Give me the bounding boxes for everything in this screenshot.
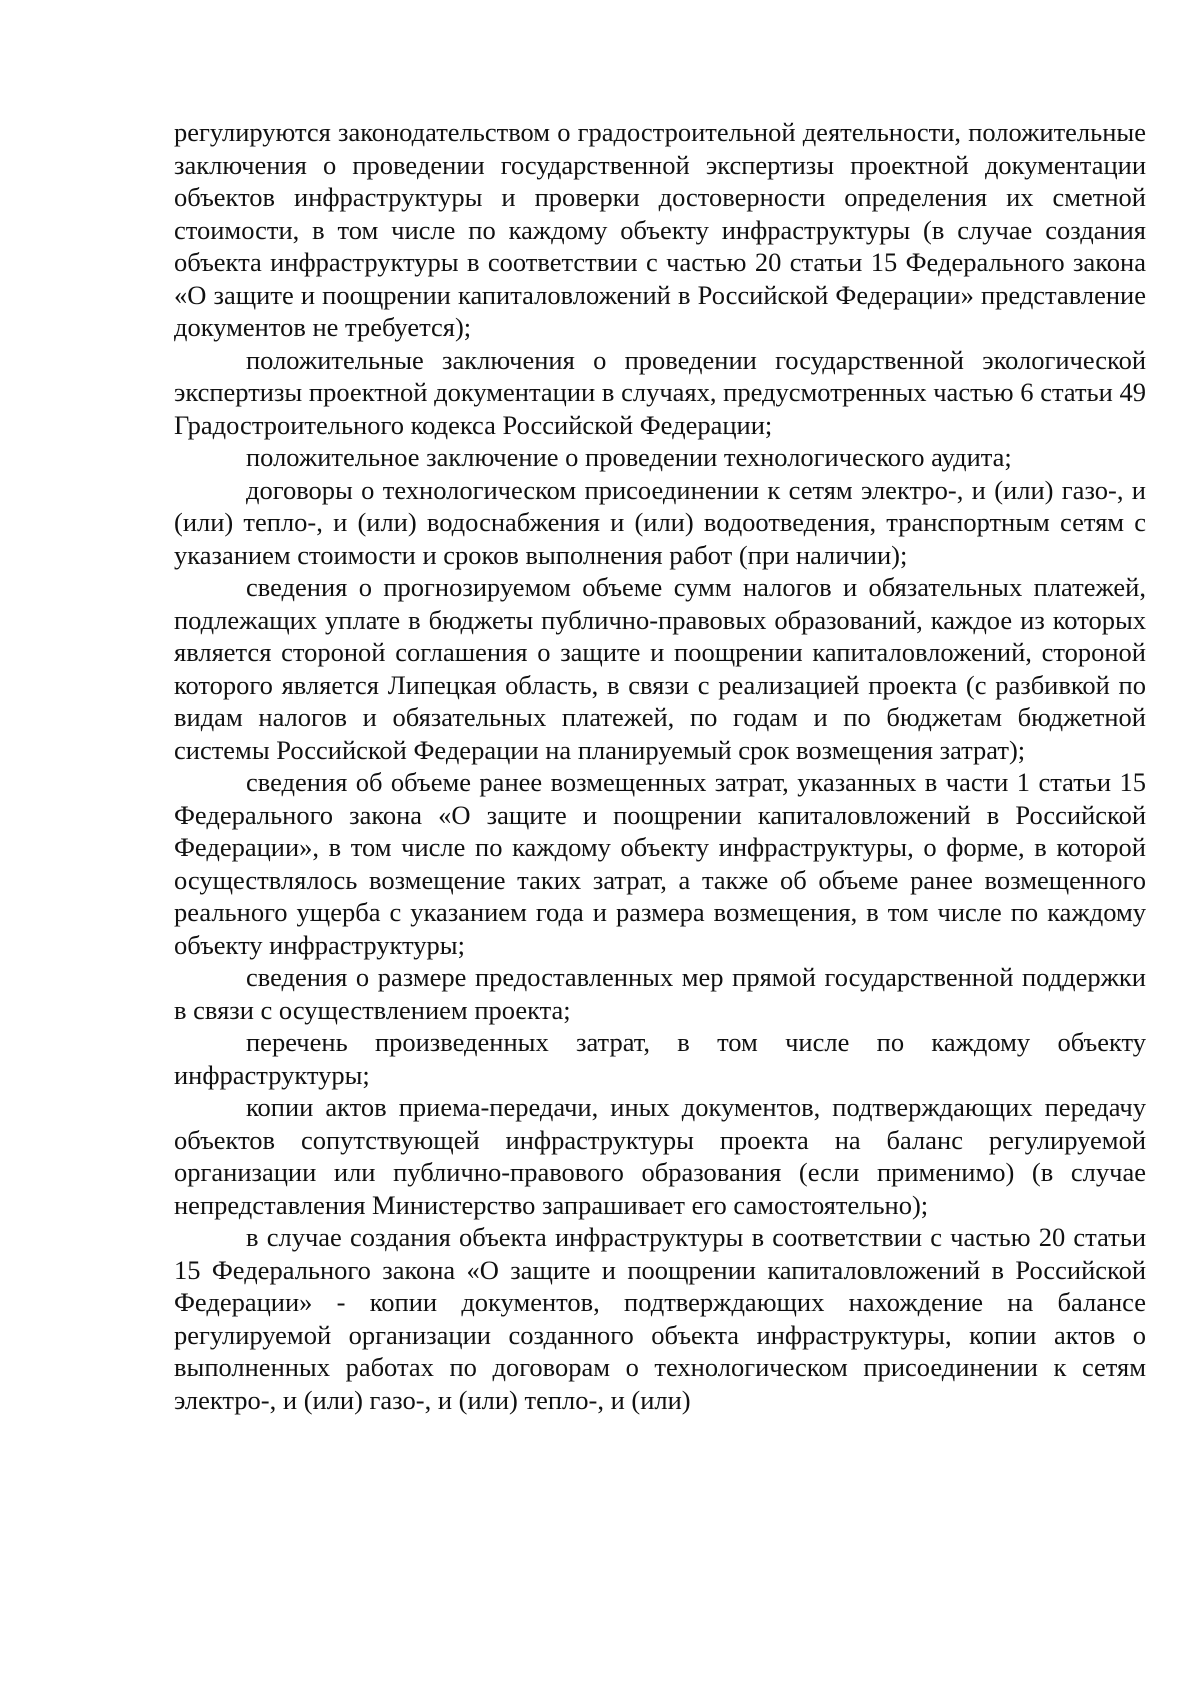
paragraph-10: в случае создания объекта инфраструктуры в соответствии с частью 20 статьи 15 Федерального закона «О защите и поощрении капиталовложений в Российской Федерации» - копии документов, подтверждающих нахождение на балансе регулируемой организации созданного объекта инфраструктуры, копии актов о выполненных работах по договорам о технологическом присоединении к сетям электро-, и (или) газо-, и (или) тепло-, и (или) — [174, 1222, 1146, 1415]
paragraph-7: сведения о размере предоставленных мер прямой государственной поддержки в связи с осуществлением проекта; — [174, 962, 1146, 1025]
paragraph-9: копии актов приема-передачи, иных документов, подтверждающих передачу объектов сопутствующей инфраструктуры проекта на баланс регулируемой организации или публично-правового образования (если применимо) (в случае непредставления Министерство запрашивает его самостоятельно); — [174, 1092, 1146, 1220]
paragraph-5: сведения о прогнозируемом объеме сумм налогов и обязательных платежей, подлежащих уплате в бюджеты публично-правовых образований, каждое из которых является стороной соглашения о защите и поощрении капиталовложений, стороной которого является Липецкая область, в связи с реализацией проекта (с разбивкой по видам налогов и обязательных платежей, по годам и по бюджетам бюджетной системы Российской Федерации на планируемый срок возмещения затрат); — [174, 572, 1146, 765]
document-body — [174, 116, 1146, 1416]
paragraph-1: регулируются законодательством о градостроительной деятельности, положительные заключения о проведении государственной экспертизы проектной документации объектов инфраструктуры и проверки достоверности определения их сметной стоимости, в том числе по каждому объекту инфраструктуры (в случае создания объекта инфраструктуры в соответствии с частью 20 статьи 15 Федерального закона «О защите и поощрении капиталовложений в Российской Федерации» представление документов не требуется); — [174, 117, 1146, 342]
paragraph-4: договоры о технологическом присоединении к сетям электро-, и (или) газо-, и (или) тепло-, и (или) водоснабжения и (или) водоотведения, транспортным сетям с указанием стоимости и сроков выполнения работ (при наличии); — [174, 474, 1146, 570]
paragraph-2: положительные заключения о проведении государственной экологической экспертизы проектной документации в случаях, предусмотренных частью 6 статьи 49 Градостроительного кодекса Российской Федерации; — [174, 344, 1146, 440]
paragraph-8: перечень произведенных затрат, в том числе по каждому объекту инфраструктуры; — [174, 1027, 1146, 1090]
paragraph-3: положительное заключение о проведении технологического аудита; — [246, 442, 1012, 472]
paragraph-6: сведения об объеме ранее возмещенных затрат, указанных в части 1 статьи 15 Федерального закона «О защите и поощрении капиталовложений в Российской Федерации», в том числе по каждому объекту инфраструктуры, о форме, в которой осуществлялось возмещение таких затрат, а также об объеме ранее возмещенного реального ущерба с указанием года и размера возмещения, в том числе по каждому объекту инфраструктуры; — [174, 767, 1146, 960]
